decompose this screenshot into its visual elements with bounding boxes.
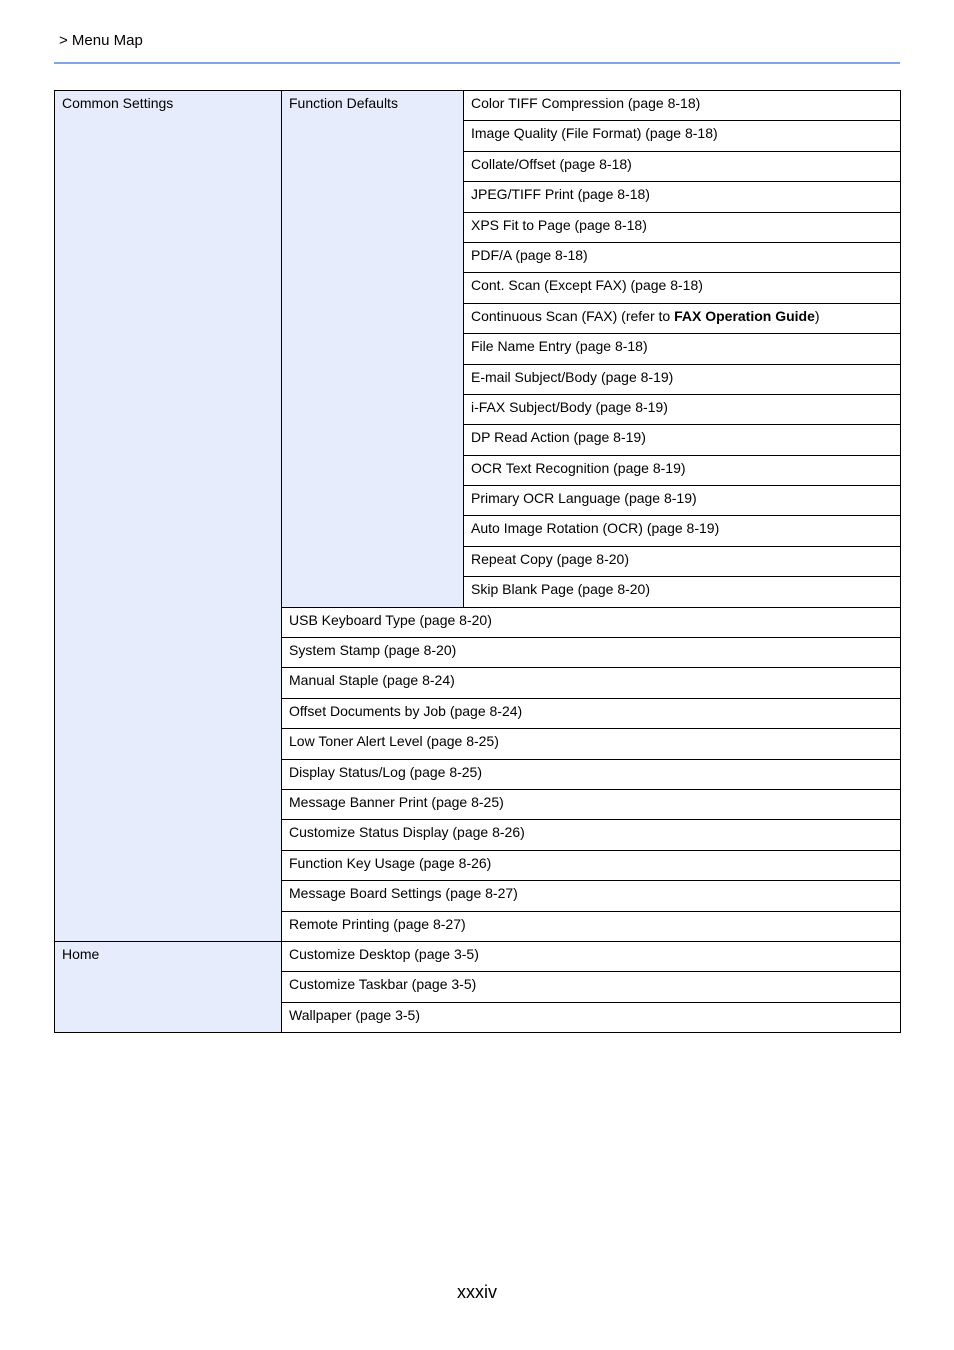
- menu-item: Offset Documents by Job (page 8-24): [282, 698, 901, 728]
- menu-item: Message Banner Print (page 8-25): [282, 789, 901, 819]
- menu-category-common-settings: Common Settings: [55, 91, 282, 942]
- breadcrumb: > Menu Map: [59, 32, 143, 49]
- menu-item-continuous-scan-fax: [464, 303, 901, 333]
- menu-item-text: Continuous Scan (FAX) (refer to: [471, 307, 675, 324]
- menu-item: Cont. Scan (Except FAX) (page 8-18): [464, 273, 901, 303]
- menu-item: Customize Desktop (page 3-5): [282, 941, 901, 971]
- page-number: xxxiv: [457, 1282, 497, 1302]
- menu-item: Display Status/Log (page 8-25): [282, 759, 901, 789]
- menu-item: Low Toner Alert Level (page 8-25): [282, 729, 901, 759]
- menu-item: Repeat Copy (page 8-20): [464, 546, 901, 576]
- menu-item: Manual Staple (page 8-24): [282, 668, 901, 698]
- menu-item: Remote Printing (page 8-27): [282, 911, 901, 941]
- menu-item: File Name Entry (page 8-18): [464, 334, 901, 364]
- menu-item: i-FAX Subject/Body (page 8-19): [464, 394, 901, 424]
- fax-operation-guide-reference: FAX Operation Guide: [674, 307, 815, 324]
- menu-item: System Stamp (page 8-20): [282, 638, 901, 668]
- menu-category-home: Home: [55, 941, 282, 1032]
- menu-map-table: [54, 90, 901, 1033]
- menu-item: USB Keyboard Type (page 8-20): [282, 607, 901, 637]
- menu-item: DP Read Action (page 8-19): [464, 425, 901, 455]
- menu-item: Auto Image Rotation (OCR) (page 8-19): [464, 516, 901, 546]
- menu-item: XPS Fit to Page (page 8-18): [464, 212, 901, 242]
- table-row: [55, 91, 901, 121]
- header-divider: [54, 62, 900, 64]
- menu-item-text: ): [814, 307, 820, 324]
- menu-item: Collate/Offset (page 8-18): [464, 151, 901, 181]
- menu-item: OCR Text Recognition (page 8-19): [464, 455, 901, 485]
- menu-item: E-mail Subject/Body (page 8-19): [464, 364, 901, 394]
- table-row: [55, 941, 901, 971]
- menu-item: Wallpaper (page 3-5): [282, 1002, 901, 1032]
- menu-item: Message Board Settings (page 8-27): [282, 881, 901, 911]
- menu-item: Customize Status Display (page 8-26): [282, 820, 901, 850]
- menu-item: Color TIFF Compression (page 8-18): [464, 91, 901, 121]
- menu-item: PDF/A (page 8-18): [464, 242, 901, 272]
- menu-item: Function Key Usage (page 8-26): [282, 850, 901, 880]
- menu-item: Image Quality (File Format) (page 8-18): [464, 121, 901, 151]
- menu-item: Customize Taskbar (page 3-5): [282, 972, 901, 1002]
- menu-item: JPEG/TIFF Print (page 8-18): [464, 182, 901, 212]
- menu-item: Primary OCR Language (page 8-19): [464, 486, 901, 516]
- menu-group-function-defaults: Function Defaults: [282, 91, 464, 608]
- menu-item: Skip Blank Page (page 8-20): [464, 577, 901, 607]
